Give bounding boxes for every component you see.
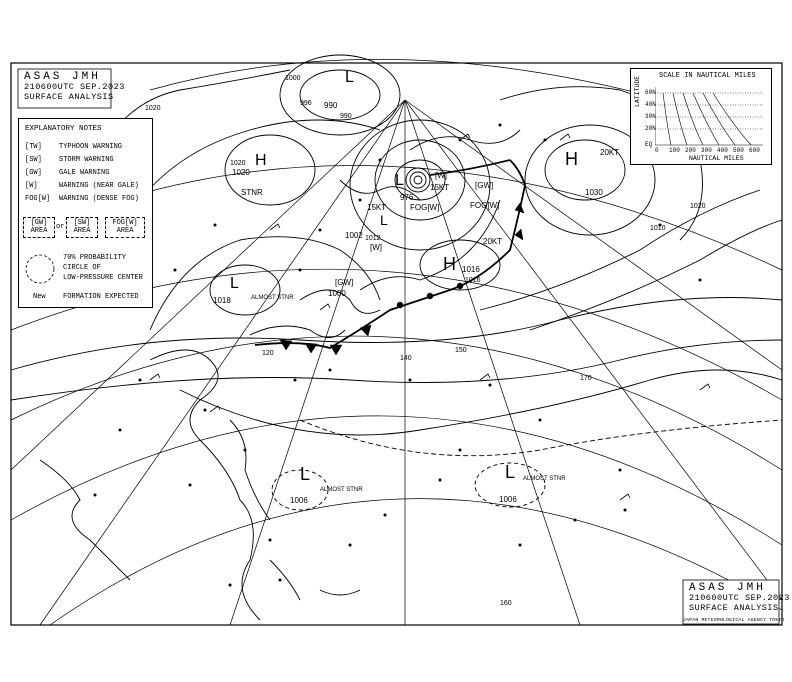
lat-tick: EQ <box>645 141 653 148</box>
legend-new-label: New <box>33 293 46 301</box>
lat-tick: 40N <box>645 101 656 108</box>
high-center-value: 1030 <box>585 188 603 197</box>
legend-prob-line2: CIRCLE OF <box>63 264 101 272</box>
low-center-value: 976 <box>400 193 414 202</box>
chart-footer <box>689 583 790 613</box>
header-title: ASAS JMH <box>24 71 101 83</box>
high-center-label: H <box>565 149 578 169</box>
gale-warning-label: [GW] <box>475 181 494 190</box>
low-center-note: ALMOST STNR <box>251 295 294 301</box>
legend-row <box>25 182 139 190</box>
lat-tick: 30N <box>645 113 656 120</box>
legend-row <box>25 169 109 177</box>
fog-warning-label: FOG[W] <box>470 201 500 210</box>
legend-row <box>25 143 122 151</box>
scale-curves <box>655 85 767 147</box>
legend-fog-area: FOG[W] AREA <box>105 217 145 238</box>
legend-text: GALE WARNING <box>59 169 110 177</box>
nm-tick: 300 <box>701 147 712 154</box>
longitude-label: 150 <box>455 347 467 354</box>
nm-tick: 200 <box>685 147 696 154</box>
legend-code: FOG[W] <box>25 195 51 203</box>
motion-label: 15KT <box>367 203 387 212</box>
legend-prob-line3: LOW-PRESSURE CENTER <box>63 274 143 282</box>
motion-label: 15KT <box>430 183 450 192</box>
distance-scale <box>630 68 772 165</box>
low-center-label: L <box>380 212 388 228</box>
isobar-label: 990 <box>340 113 352 120</box>
legend-prob-line1: 70% PROBABILITY <box>63 254 127 262</box>
high-center-label: H <box>443 254 456 274</box>
legend-gw-area: [GW] AREA <box>23 217 55 238</box>
low-center-value: 1018 <box>213 296 231 305</box>
probability-circle-icon <box>23 252 57 286</box>
nm-tick: 100 <box>669 147 680 154</box>
low-center-value: 1002 <box>345 231 363 240</box>
isobar-label: 1010 <box>650 225 666 232</box>
scale-title: SCALE IN NAUTICAL MILES <box>659 72 756 80</box>
low-center-note: ALMOST STNR <box>320 487 363 493</box>
high-center-value: 1016 <box>462 265 480 274</box>
chart-header <box>24 72 125 102</box>
isobar-label: 1020 <box>145 105 161 112</box>
low-center-value: 1006 <box>290 496 308 505</box>
legend-title: EXPLANATORY NOTES <box>25 125 102 133</box>
agency-credit: JAPAN METEOROLOGICAL AGENCY TOKYO <box>683 618 785 623</box>
legend-sw-area: [SW] AREA <box>66 217 98 238</box>
gale-warning-label: [GW] <box>335 278 354 287</box>
low-center-label: L <box>300 464 311 484</box>
isobar-label: 996 <box>300 100 312 107</box>
legend-row <box>25 156 114 164</box>
legend-code: [TW] <box>25 143 42 151</box>
lat-tick: 20N <box>645 125 656 132</box>
legend-row <box>25 195 139 203</box>
isobar-label: 1000 <box>285 75 301 82</box>
near-gale-warning-label: [W] <box>435 171 447 180</box>
header-subtitle: SURFACE ANALYSIS <box>24 92 114 102</box>
isobar-label: 1020 <box>690 203 706 210</box>
low-center-label: L <box>505 462 516 482</box>
legend-text: WARNING (NEAR GALE) <box>59 182 139 190</box>
low-center-value: 1000 <box>328 289 346 298</box>
low-center-value: 1006 <box>499 495 517 504</box>
legend-text: TYPHOON WARNING <box>59 143 123 151</box>
motion-label: 20KT <box>483 237 503 246</box>
motion-label: 20KT <box>600 148 620 157</box>
legend-text: WARNING (DENSE FOG) <box>59 195 139 203</box>
longitude-label: 170 <box>580 375 592 382</box>
nm-tick: 600 <box>749 147 760 154</box>
isobar-label: 1016 <box>465 277 481 284</box>
scale-xlabel: NAUTICAL MILES <box>689 155 744 162</box>
legend-code: [SW] <box>25 156 42 164</box>
legend-text: STORM WARNING <box>59 156 114 164</box>
high-center-label: H <box>255 152 267 169</box>
near-gale-warning-label: [W] <box>370 243 382 252</box>
low-center-label: L <box>395 172 404 189</box>
nm-tick: 400 <box>717 147 728 154</box>
nm-tick: 500 <box>733 147 744 154</box>
legend-code: [W] <box>25 182 38 190</box>
explanatory-notes <box>18 118 153 308</box>
legend-or: or <box>56 223 65 231</box>
legend-code: [GW] <box>25 169 42 177</box>
nm-tick: 0 <box>655 147 659 154</box>
low-center-value: 990 <box>324 101 338 110</box>
footer-datetime: 210600UTC SEP.2023 <box>689 593 790 603</box>
low-center-label: L <box>345 69 354 86</box>
footer-title: ASAS JMH <box>689 582 766 594</box>
isobar-label: 1012 <box>365 235 381 242</box>
lat-tick: 60N <box>645 89 656 96</box>
header-datetime: 210600UTC SEP.2023 <box>24 82 125 92</box>
high-center-value: 1020 <box>232 168 250 177</box>
footer-subtitle: SURFACE ANALYSIS <box>689 603 779 613</box>
motion-label: STNR <box>241 188 263 197</box>
legend-new-text: FORMATION EXPECTED <box>63 293 139 301</box>
fog-warning-label: FOG[W] <box>410 203 440 212</box>
low-center-note: ALMOST STNR <box>523 476 566 482</box>
scale-ylabel: LATITUDE <box>634 75 641 107</box>
low-center-label: L <box>230 275 239 292</box>
longitude-label: 140 <box>400 355 412 362</box>
isobar-label: 1020 <box>230 160 246 167</box>
longitude-label: 120 <box>262 350 274 357</box>
longitude-label: 160 <box>500 600 512 607</box>
